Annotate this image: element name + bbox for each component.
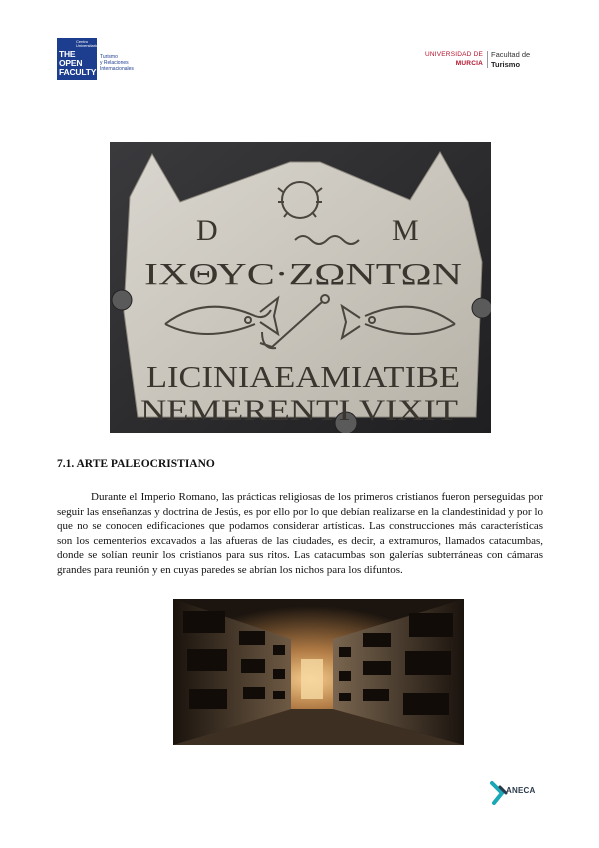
- logo-tagline: [100, 54, 152, 72]
- open-faculty-logo-mark: [57, 38, 97, 80]
- section-paragraph: Durante el Imperio Romano, las prácticas religiosas de los primeros cristianos fueron perseguidas por seguir las enseñanzas y doctrina de Jesús, es por ello por lo que debían realizarse en la clandestinidad y por lo que no se conocen edificaciones que podamos considerar artísticas. Las construcciones más características son los cementerios excavados a las afueras de las ciudades, es decir, a extramuros, llamados catacumbas, donde se solían reunir los cristianos para sus ritos. Las catacumbas son galerías subterráneas con cámaras grandes para reunión y en cuyas paredes se abrían los nichos para los difuntos.: [57, 491, 543, 576]
- university-line: UNIVERSIDAD DE: [424, 51, 483, 58]
- tagline-line: y Relaciones: [100, 60, 129, 66]
- logo-small-text: Centro Universitario: [76, 39, 99, 48]
- open-faculty-logo: [57, 38, 147, 82]
- university-line: MURCIA: [455, 60, 483, 67]
- universidad-murcia-logo: [424, 50, 544, 80]
- aneca-logo: [490, 779, 550, 807]
- tagline-line: Internacionales: [100, 66, 134, 72]
- tablet-illustration: [110, 142, 491, 433]
- logo-name-line: FACULTY: [59, 67, 97, 77]
- catacomb-corridor-image: [173, 599, 464, 745]
- faculty-name: [491, 50, 530, 70]
- catacomb-illustration: [173, 599, 464, 745]
- inscription-letter-d: D: [196, 214, 218, 247]
- inscription-letter-m: M: [392, 214, 419, 247]
- inscription-latin-line-2: NEMERENTI VIXIT: [140, 394, 458, 427]
- faculty-line: Facultad de: [491, 50, 531, 59]
- inscription-greek-line: ΙΧΘΥϹ·ΖΩΝΤΩΝ: [144, 256, 462, 291]
- logo-divider: [487, 51, 488, 68]
- faculty-line: Turismo: [491, 60, 521, 69]
- aneca-logo-text: ANECA: [506, 786, 536, 795]
- tagline-line: Turismo: [100, 54, 118, 60]
- inscription-tablet-image: [110, 142, 491, 433]
- university-name: [424, 50, 483, 68]
- logo-name-line: THE: [59, 49, 76, 59]
- logo-name-line: OPEN: [59, 58, 83, 68]
- section-heading: 7.1. ARTE PALEOCRISTIANO: [57, 458, 215, 470]
- inscription-latin-line-1: LICINIAEAMIATIBE: [146, 359, 460, 394]
